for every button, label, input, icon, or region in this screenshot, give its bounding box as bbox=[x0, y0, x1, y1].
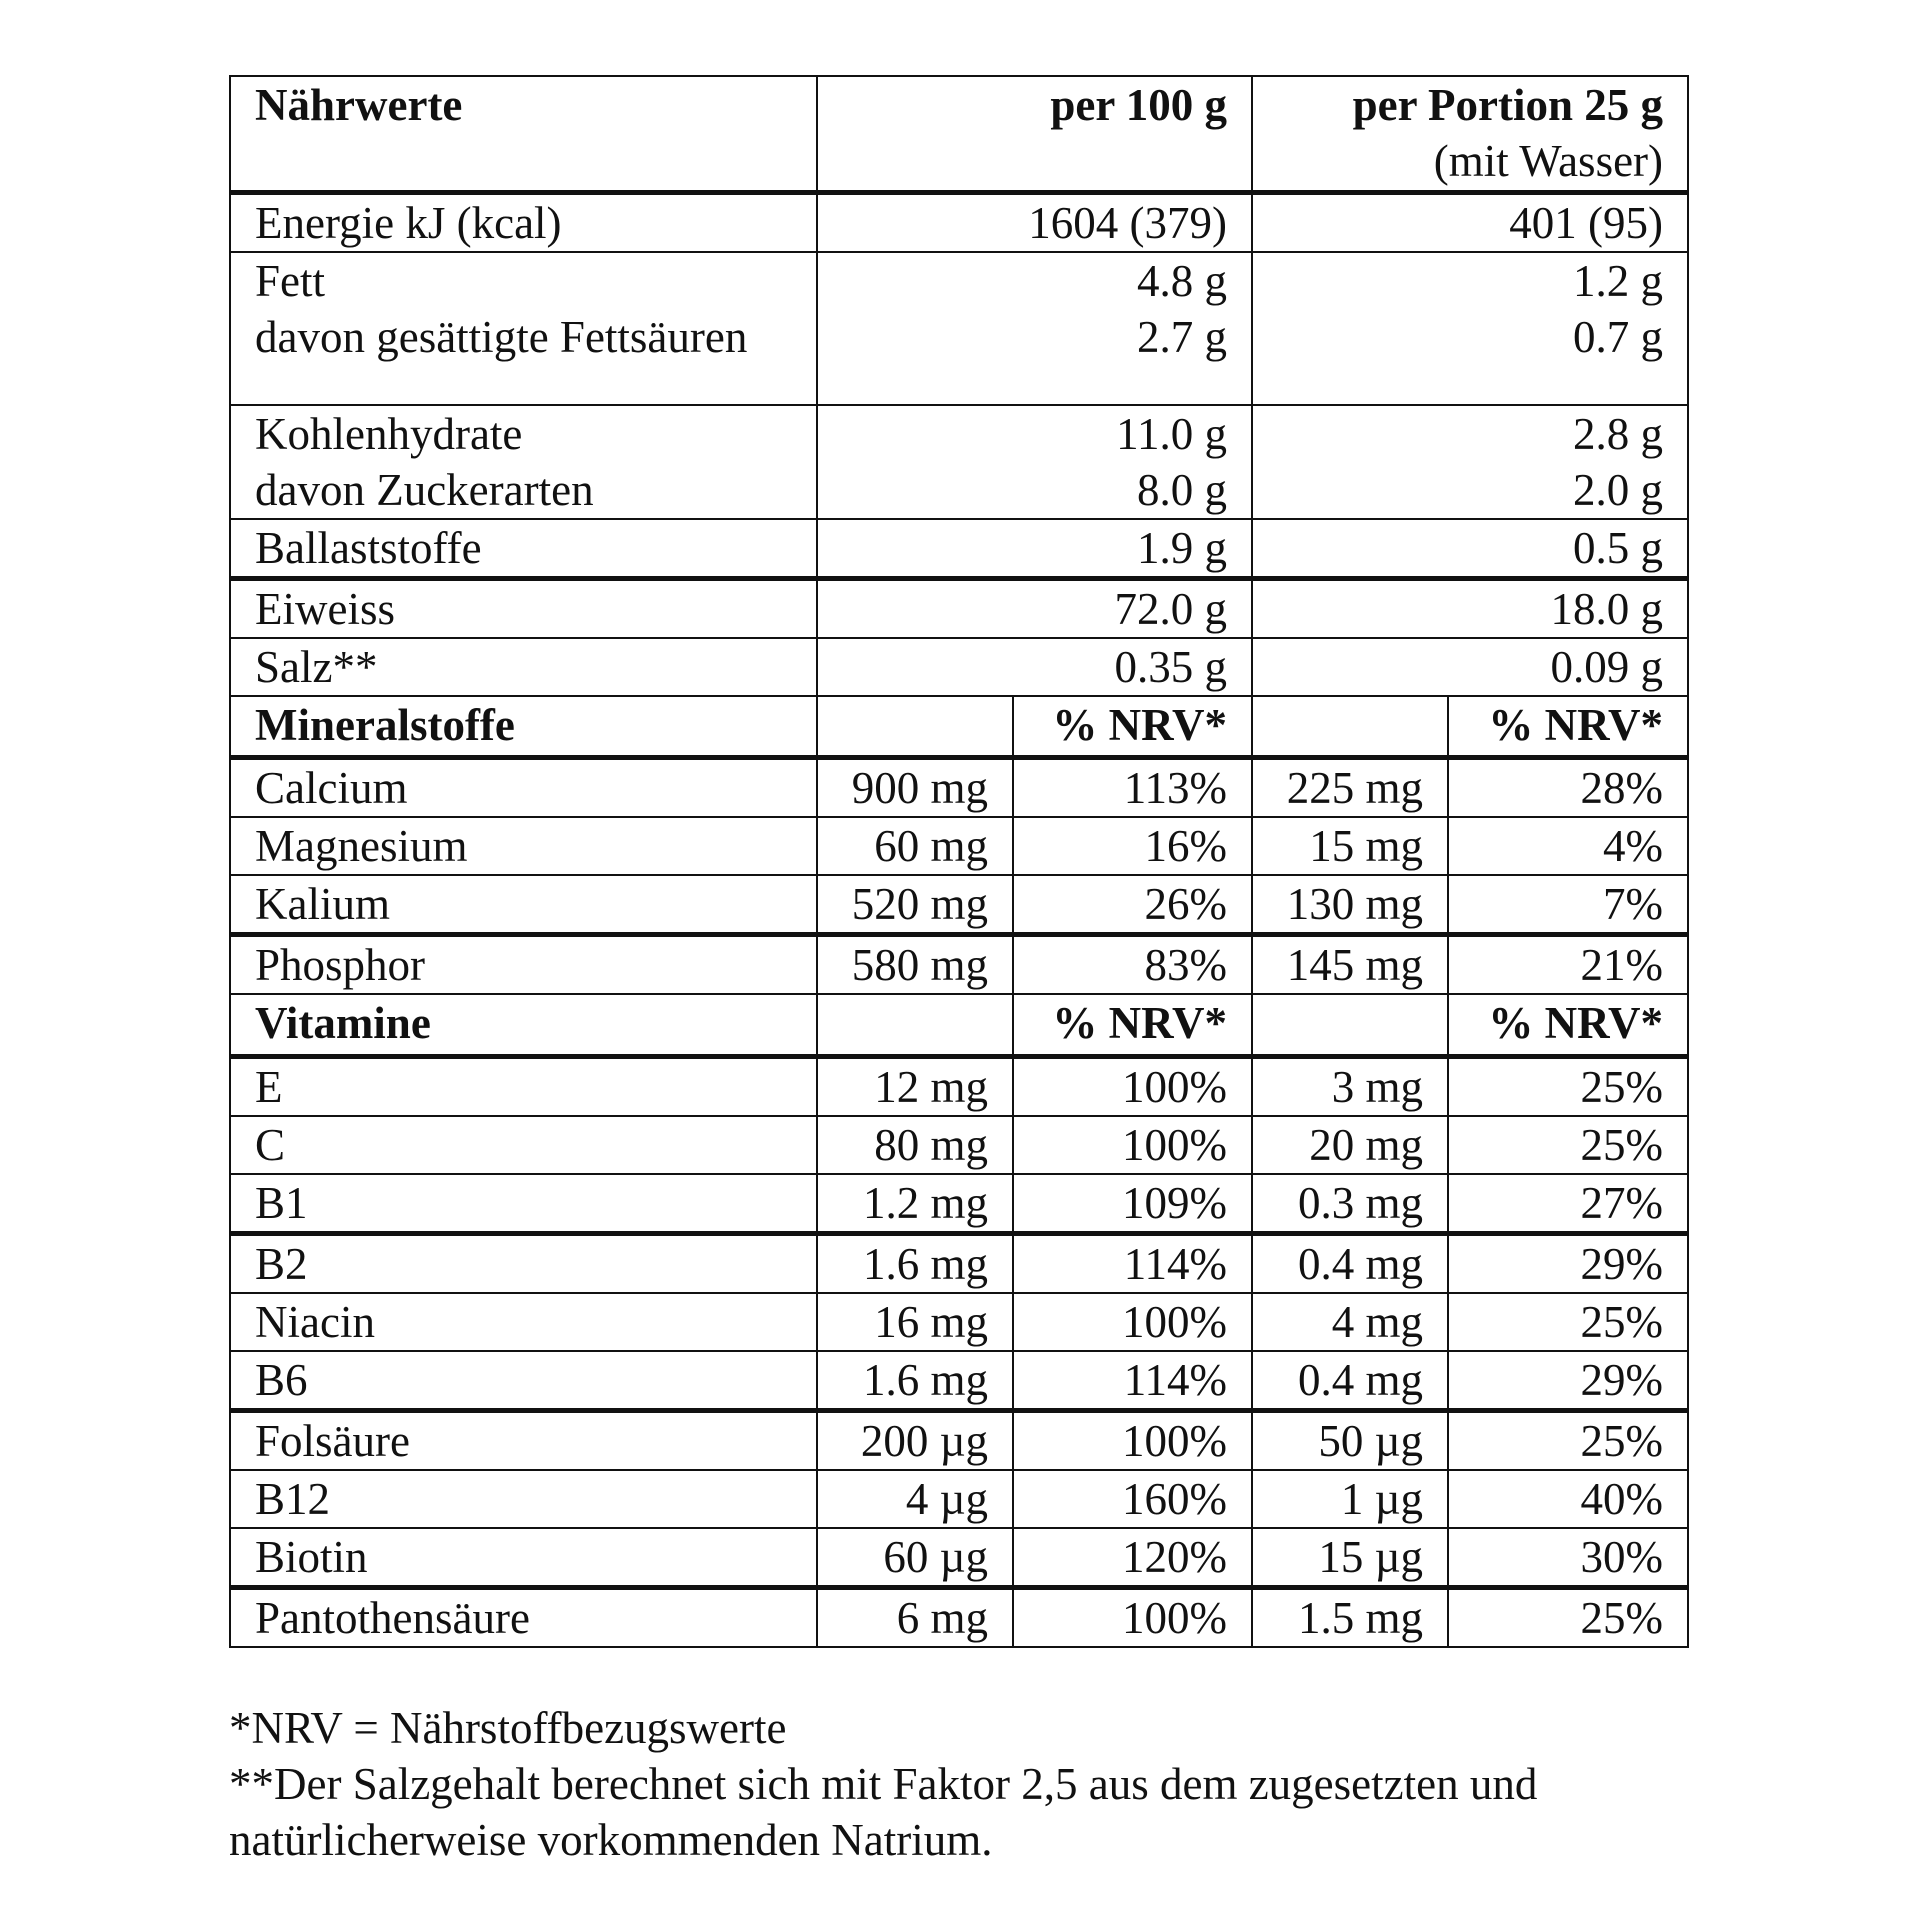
amount-per100: 520 mg bbox=[817, 875, 1013, 935]
row-sublabel: davon Zuckerarten bbox=[255, 464, 594, 515]
nrv-per100: 114% bbox=[1013, 1351, 1252, 1411]
value-per100: 72.0 g bbox=[817, 578, 1252, 638]
header-nutrient-label: Nährwerte bbox=[230, 76, 817, 192]
nrv-portion: 29% bbox=[1448, 1351, 1688, 1411]
nrv-portion: 25% bbox=[1448, 1293, 1688, 1351]
amount-per100: 16 mg bbox=[817, 1293, 1013, 1351]
nrv-portion: 25% bbox=[1448, 1056, 1688, 1116]
value-portion-cell bbox=[1252, 405, 1688, 519]
nrv-per100: 83% bbox=[1013, 935, 1252, 995]
table-row bbox=[230, 1587, 1688, 1647]
amount-portion: 15 mg bbox=[1252, 817, 1448, 875]
row-label: Magnesium bbox=[230, 817, 817, 875]
nrv-per100: 114% bbox=[1013, 1233, 1252, 1293]
row-label: Eiweiss bbox=[230, 578, 817, 638]
amount-portion: 225 mg bbox=[1252, 758, 1448, 818]
amount-per100: 580 mg bbox=[817, 935, 1013, 995]
vitamins-title: Vitamine bbox=[230, 994, 817, 1056]
nutrition-table bbox=[229, 75, 1689, 1648]
table-row bbox=[230, 578, 1688, 638]
value-portion-cell bbox=[1252, 252, 1688, 405]
nrv-per100: 100% bbox=[1013, 1056, 1252, 1116]
header-portion-cell bbox=[1252, 76, 1688, 192]
nrv-per100: 26% bbox=[1013, 875, 1252, 935]
amount-per100: 4 µg bbox=[817, 1470, 1013, 1528]
table-row bbox=[230, 758, 1688, 818]
table-row bbox=[230, 1056, 1688, 1116]
row-label: B1 bbox=[230, 1174, 817, 1234]
footnote-salt-line2: natürlicherweise vorkommenden Natrium. bbox=[229, 1815, 993, 1865]
nrv-portion: 21% bbox=[1448, 935, 1688, 995]
nrv-portion: 40% bbox=[1448, 1470, 1688, 1528]
table-row bbox=[230, 817, 1688, 875]
amount-portion: 50 µg bbox=[1252, 1410, 1448, 1470]
empty-cell bbox=[817, 696, 1013, 758]
table-row bbox=[230, 1293, 1688, 1351]
nrv-per100: 113% bbox=[1013, 758, 1252, 818]
nrv-portion: 25% bbox=[1448, 1116, 1688, 1174]
nrv-per100: 16% bbox=[1013, 817, 1252, 875]
table-row bbox=[230, 1233, 1688, 1293]
row-label: Ballaststoffe bbox=[230, 519, 817, 579]
table-row bbox=[230, 1116, 1688, 1174]
row-label: C bbox=[230, 1116, 817, 1174]
amount-portion: 15 µg bbox=[1252, 1528, 1448, 1588]
table-row bbox=[230, 875, 1688, 935]
table-row bbox=[230, 1351, 1688, 1411]
footnote-nrv: *NRV = Nährstoffbezugswerte bbox=[229, 1703, 787, 1753]
nrv-per100: 109% bbox=[1013, 1174, 1252, 1234]
header-row bbox=[230, 76, 1688, 192]
empty-cell bbox=[817, 994, 1013, 1056]
table-row bbox=[230, 252, 1688, 405]
nrv-portion: 4% bbox=[1448, 817, 1688, 875]
table-row bbox=[230, 935, 1688, 995]
nrv-portion: 29% bbox=[1448, 1233, 1688, 1293]
value-portion: 0.5 g bbox=[1252, 519, 1688, 579]
value-per100-cell bbox=[817, 252, 1252, 405]
table-row bbox=[230, 1528, 1688, 1588]
value-per100: 0.35 g bbox=[817, 638, 1252, 696]
amount-portion: 130 mg bbox=[1252, 875, 1448, 935]
nrv-header-portion: % NRV* bbox=[1448, 696, 1688, 758]
minerals-title: Mineralstoffe bbox=[230, 696, 817, 758]
nutrition-table-container bbox=[229, 75, 1687, 1648]
nrv-portion: 25% bbox=[1448, 1410, 1688, 1470]
header-portion-sub: (mit Wasser) bbox=[1433, 136, 1664, 186]
nrv-header-portion: % NRV* bbox=[1448, 994, 1688, 1056]
amount-per100: 200 µg bbox=[817, 1410, 1013, 1470]
nrv-portion: 25% bbox=[1448, 1587, 1688, 1647]
table-row bbox=[230, 519, 1688, 579]
table-row bbox=[230, 192, 1688, 252]
value-per100: 4.8 g bbox=[1137, 255, 1228, 306]
row-label: Kalium bbox=[230, 875, 817, 935]
amount-portion: 0.4 mg bbox=[1252, 1233, 1448, 1293]
row-label: B2 bbox=[230, 1233, 817, 1293]
row-label-cell bbox=[230, 405, 817, 519]
minerals-header-row bbox=[230, 696, 1688, 758]
row-label: E bbox=[230, 1056, 817, 1116]
nrv-portion: 7% bbox=[1448, 875, 1688, 935]
value-per100: 1604 (379) bbox=[817, 192, 1252, 252]
row-label: Fett bbox=[255, 255, 326, 306]
amount-portion: 4 mg bbox=[1252, 1293, 1448, 1351]
value-portion: 401 (95) bbox=[1252, 192, 1688, 252]
row-label: Energie kJ (kcal) bbox=[230, 192, 817, 252]
value-per100: 1.9 g bbox=[817, 519, 1252, 579]
value-portion: 2.8 g bbox=[1573, 408, 1664, 459]
amount-per100: 900 mg bbox=[817, 758, 1013, 818]
amount-portion: 0.4 mg bbox=[1252, 1351, 1448, 1411]
vitamins-header-row bbox=[230, 994, 1688, 1056]
nrv-portion: 30% bbox=[1448, 1528, 1688, 1588]
empty-cell bbox=[1252, 994, 1448, 1056]
amount-portion: 0.3 mg bbox=[1252, 1174, 1448, 1234]
value-per100: 11.0 g bbox=[1116, 408, 1228, 459]
amount-portion: 145 mg bbox=[1252, 935, 1448, 995]
nrv-per100: 120% bbox=[1013, 1528, 1252, 1588]
amount-portion: 3 mg bbox=[1252, 1056, 1448, 1116]
nrv-portion: 27% bbox=[1448, 1174, 1688, 1234]
row-label: B6 bbox=[230, 1351, 817, 1411]
value-per100-sub: 8.0 g bbox=[1137, 464, 1228, 515]
nrv-portion: 28% bbox=[1448, 758, 1688, 818]
footnotes bbox=[229, 1700, 1729, 1868]
row-label: Calcium bbox=[230, 758, 817, 818]
row-label: Kohlenhydrate bbox=[255, 408, 523, 459]
nrv-per100: 160% bbox=[1013, 1470, 1252, 1528]
row-label: Biotin bbox=[230, 1528, 817, 1588]
value-portion: 18.0 g bbox=[1252, 578, 1688, 638]
row-label-cell bbox=[230, 252, 817, 405]
row-label: B12 bbox=[230, 1470, 817, 1528]
value-per100-sub: 2.7 g bbox=[1137, 311, 1228, 362]
amount-per100: 60 µg bbox=[817, 1528, 1013, 1588]
value-portion: 1.2 g bbox=[1573, 255, 1664, 306]
row-label: Pantothensäure bbox=[230, 1587, 817, 1647]
amount-portion: 1 µg bbox=[1252, 1470, 1448, 1528]
value-portion-sub: 2.0 g bbox=[1573, 464, 1664, 515]
empty-cell bbox=[1252, 696, 1448, 758]
row-label: Salz** bbox=[230, 638, 817, 696]
amount-per100: 1.6 mg bbox=[817, 1351, 1013, 1411]
nrv-header-per100: % NRV* bbox=[1013, 696, 1252, 758]
amount-per100: 60 mg bbox=[817, 817, 1013, 875]
table-row bbox=[230, 1410, 1688, 1470]
amount-per100: 1.6 mg bbox=[817, 1233, 1013, 1293]
amount-per100: 6 mg bbox=[817, 1587, 1013, 1647]
value-portion: 0.09 g bbox=[1252, 638, 1688, 696]
row-sublabel: davon gesättigte Fettsäuren bbox=[255, 311, 748, 362]
value-per100-cell bbox=[817, 405, 1252, 519]
footnote-salt-line1: **Der Salzgehalt berechnet sich mit Faktor 2,5 aus dem zugesetzten und bbox=[229, 1759, 1538, 1809]
header-portion-label: per Portion 25 g bbox=[1352, 80, 1664, 130]
amount-portion: 1.5 mg bbox=[1252, 1587, 1448, 1647]
table-row bbox=[230, 1470, 1688, 1528]
table-row bbox=[230, 1174, 1688, 1234]
nrv-per100: 100% bbox=[1013, 1116, 1252, 1174]
amount-per100: 1.2 mg bbox=[817, 1174, 1013, 1234]
nrv-per100: 100% bbox=[1013, 1410, 1252, 1470]
nrv-per100: 100% bbox=[1013, 1293, 1252, 1351]
row-label: Folsäure bbox=[230, 1410, 817, 1470]
row-label: Phosphor bbox=[230, 935, 817, 995]
nrv-header-per100: % NRV* bbox=[1013, 994, 1252, 1056]
value-portion-sub: 0.7 g bbox=[1573, 311, 1664, 362]
amount-portion: 20 mg bbox=[1252, 1116, 1448, 1174]
table-row bbox=[230, 405, 1688, 519]
amount-per100: 80 mg bbox=[817, 1116, 1013, 1174]
amount-per100: 12 mg bbox=[817, 1056, 1013, 1116]
row-label: Niacin bbox=[230, 1293, 817, 1351]
table-row bbox=[230, 638, 1688, 696]
nrv-per100: 100% bbox=[1013, 1587, 1252, 1647]
header-per100-label: per 100 g bbox=[817, 76, 1252, 192]
